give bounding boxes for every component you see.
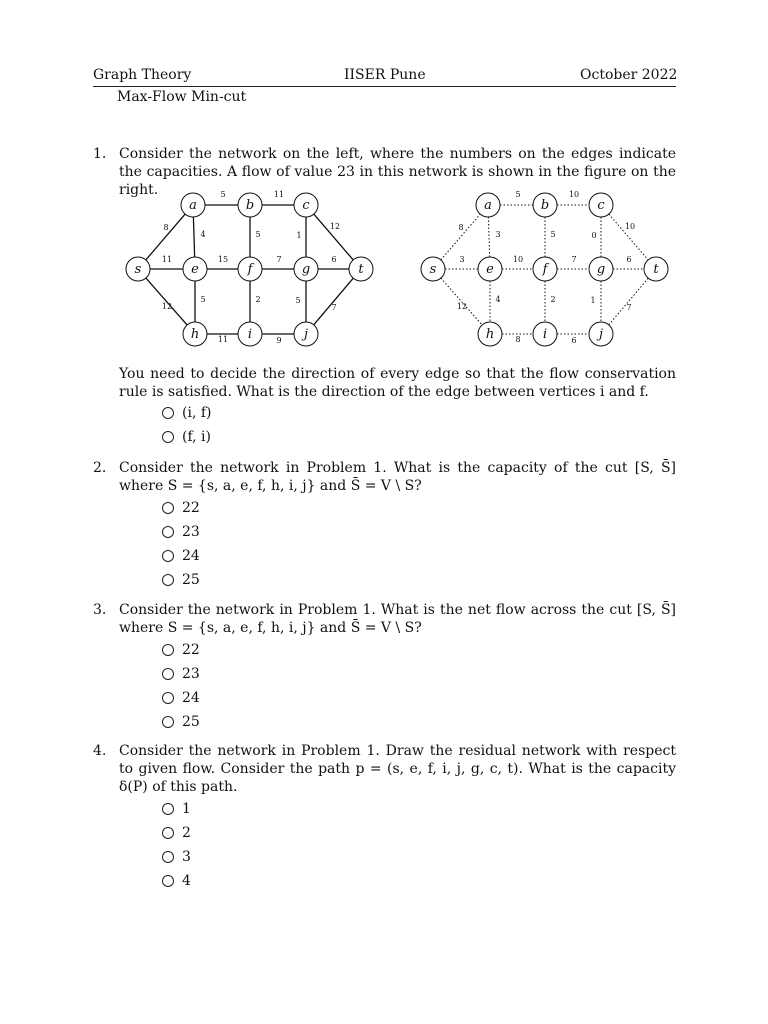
vertex-label-c: c — [302, 198, 310, 213]
edge-label-e-h: 5 — [200, 295, 206, 304]
edge-a-e — [193, 217, 194, 257]
vertex-label-b: b — [540, 198, 550, 213]
option[interactable] — [162, 544, 200, 568]
question-number: 2. — [93, 460, 107, 476]
question-4 — [93, 742, 676, 796]
radio-icon[interactable] — [162, 526, 174, 538]
edge-label-s-a: 8 — [458, 223, 464, 232]
option[interactable] — [162, 401, 211, 425]
graph-capacities — [115, 188, 385, 353]
vertex-label-c: c — [597, 198, 605, 213]
radio-icon[interactable] — [162, 502, 174, 514]
vertex-label-h: h — [190, 327, 200, 342]
vertex-label-s: s — [429, 262, 437, 277]
question-number: 4. — [93, 743, 107, 759]
radio-icon[interactable] — [162, 668, 174, 680]
option[interactable] — [162, 686, 200, 710]
edge-label-h-i: 8 — [515, 335, 521, 344]
edge-label-f-i: 2 — [550, 295, 556, 304]
edge-c-t — [314, 214, 353, 260]
edge-label-h-i: 11 — [217, 335, 229, 344]
radio-icon[interactable] — [162, 716, 174, 728]
edge-label-e-h: 4 — [495, 295, 501, 304]
option-label: 1 — [182, 801, 191, 817]
edge-label-c-t: 12 — [329, 222, 341, 231]
radio-icon[interactable] — [162, 407, 174, 419]
edge-c-t — [609, 214, 648, 260]
edge-j-t — [314, 278, 353, 325]
edge-label-i-j: 9 — [276, 336, 282, 345]
header-course: Graph Theory — [93, 67, 192, 83]
edge-label-g-t: 6 — [331, 255, 337, 264]
edge-label-s-h: 12 — [161, 302, 173, 311]
edge-label-s-e: 3 — [459, 255, 465, 264]
option[interactable] — [162, 821, 191, 845]
question-2 — [93, 459, 676, 495]
edge-label-a-e: 3 — [495, 230, 501, 239]
question-3 — [93, 601, 676, 637]
radio-icon[interactable] — [162, 875, 174, 887]
edge-j-t — [609, 278, 648, 325]
option-label: 22 — [182, 500, 200, 516]
edge-label-c-g: 0 — [591, 231, 597, 240]
options-q3 — [162, 638, 200, 734]
edge-label-b-c: 11 — [273, 190, 285, 199]
question-text: You need to decide the direction of every edge so that the flow conservation rule is satisfied. What is the direction of the edge between vertices i and f. — [119, 366, 676, 400]
edge-label-j-t: 7 — [331, 303, 337, 312]
vertex-label-f: f — [542, 262, 548, 277]
option[interactable] — [162, 662, 200, 686]
option[interactable] — [162, 425, 211, 449]
edge-label-g-t: 6 — [626, 255, 632, 264]
option[interactable] — [162, 797, 191, 821]
option-label: 4 — [182, 873, 191, 889]
edge-label-i-j: 6 — [571, 336, 577, 345]
option[interactable] — [162, 520, 200, 544]
option-label: 23 — [182, 666, 200, 682]
edge-label-a-b: 5 — [515, 190, 521, 199]
option[interactable] — [162, 869, 191, 893]
header-rule — [93, 86, 676, 87]
header-subtitle: Max-Flow Min-cut — [117, 89, 247, 105]
vertex-label-a: a — [189, 198, 197, 213]
radio-icon[interactable] — [162, 550, 174, 562]
radio-icon[interactable] — [162, 827, 174, 839]
edge-label-f-g: 7 — [571, 255, 577, 264]
edge-label-b-f: 5 — [255, 230, 261, 239]
option-label: 22 — [182, 642, 200, 658]
question-text: Consider the network in Problem 1. What is the net flow across the cut [S, S̄] where S = {s, a, e, f, h, i, j} and S̄ = V \ S? — [119, 602, 676, 636]
vertex-label-s: s — [134, 262, 142, 277]
option-label: 2 — [182, 825, 191, 841]
header-institute: IISER Pune — [344, 67, 426, 83]
option-label: (i, f) — [182, 405, 212, 421]
vertex-label-t: t — [358, 262, 364, 277]
radio-icon[interactable] — [162, 803, 174, 815]
options-q4 — [162, 797, 191, 893]
edge-label-s-e: 11 — [161, 255, 173, 264]
option-label: 25 — [182, 572, 200, 588]
vertex-label-b: b — [245, 198, 255, 213]
vertex-label-j: j — [598, 327, 604, 342]
radio-icon[interactable] — [162, 692, 174, 704]
edge-label-c-g: 1 — [296, 231, 302, 240]
vertex-label-t: t — [653, 262, 659, 277]
vertex-label-j: j — [303, 327, 309, 342]
edge-label-j-t: 7 — [626, 303, 632, 312]
option-label: 23 — [182, 524, 200, 540]
edge-label-a-b: 5 — [220, 190, 226, 199]
options-q1 — [162, 401, 211, 449]
edge-label-e-f: 10 — [512, 255, 524, 264]
edge-label-b-c: 10 — [568, 190, 580, 199]
edge-s-a — [441, 214, 480, 260]
vertex-label-e: e — [191, 262, 199, 277]
edge-label-s-a: 8 — [163, 223, 169, 232]
edge-s-a — [146, 214, 185, 260]
option-label: 3 — [182, 849, 191, 865]
question-text: Consider the network in Problem 1. Draw the residual network with respect to given flow. Consider the path p = (s, e, f, i, j, g, c, t). What is the capacity δ(P) of this path. — [119, 743, 676, 795]
option[interactable] — [162, 496, 200, 520]
edge-label-f-i: 2 — [255, 295, 261, 304]
vertex-label-i: i — [247, 327, 253, 342]
options-q2 — [162, 496, 200, 592]
edge-label-g-j: 1 — [590, 296, 596, 305]
edge-label-f-g: 7 — [276, 255, 282, 264]
option[interactable] — [162, 638, 200, 662]
question-text: Consider the network in Problem 1. What is the capacity of the cut [S, S̄] where S = {s, a, e, f, h, i, j} and S̄ = V \ S? — [119, 460, 676, 494]
option-label: 25 — [182, 714, 200, 730]
question-1-part-2 — [93, 365, 676, 401]
option[interactable] — [162, 568, 200, 592]
radio-icon[interactable] — [162, 431, 174, 443]
edge-label-a-e: 4 — [200, 230, 206, 239]
option-label: (f, i) — [182, 429, 211, 445]
vertex-label-a: a — [484, 198, 492, 213]
question-number: 1. — [93, 146, 107, 162]
radio-icon[interactable] — [162, 851, 174, 863]
option-label: 24 — [182, 548, 200, 564]
radio-icon[interactable] — [162, 574, 174, 586]
header-date: October 2022 — [580, 67, 678, 83]
option-label: 24 — [182, 690, 200, 706]
vertex-label-g: g — [596, 262, 606, 277]
edge-label-c-t: 10 — [624, 222, 636, 231]
option[interactable] — [162, 710, 200, 734]
edge-label-s-h: 12 — [456, 302, 468, 311]
edge-label-b-f: 5 — [550, 230, 556, 239]
vertex-label-e: e — [486, 262, 494, 277]
vertex-label-i: i — [542, 327, 548, 342]
question-text: Consider the network on the left, where the numbers on the edges indicate the capacities. A flow of value 23 in this network is shown in the figure on the right. — [119, 146, 676, 198]
edge-label-e-f: 15 — [217, 255, 229, 264]
option[interactable] — [162, 845, 191, 869]
vertex-label-f: f — [247, 262, 253, 277]
edge-label-g-j: 5 — [295, 296, 301, 305]
vertex-label-h: h — [485, 327, 495, 342]
question-number: 3. — [93, 602, 107, 618]
edge-a-e — [488, 217, 489, 257]
graph-flow — [410, 188, 680, 353]
vertex-label-g: g — [301, 262, 311, 277]
radio-icon[interactable] — [162, 644, 174, 656]
